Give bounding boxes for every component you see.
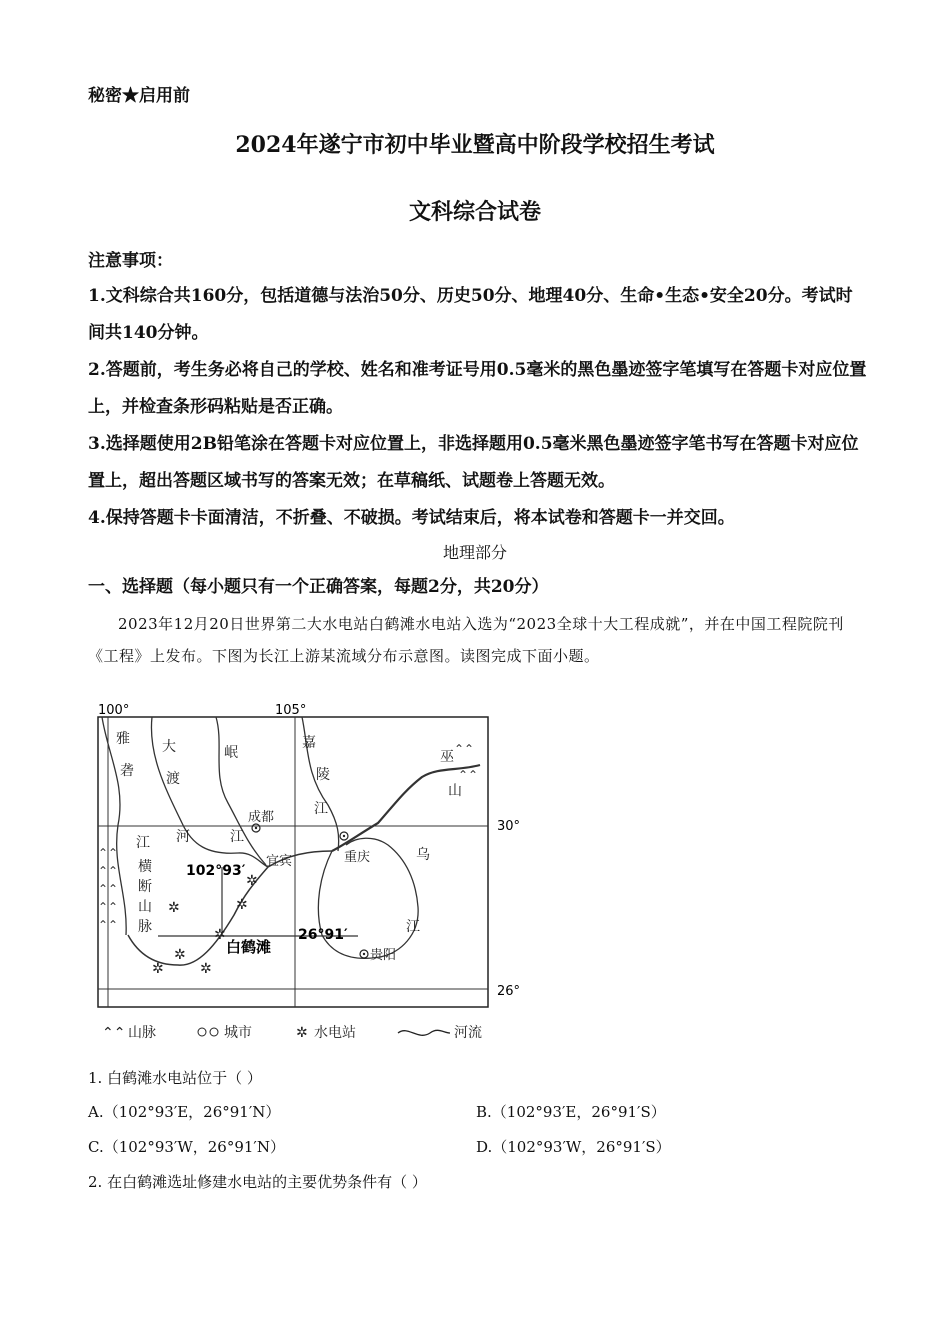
river-label: 嘉 [302, 735, 316, 751]
question-1-option-b: B.（102°93′E，26°91′S） [476, 1103, 666, 1121]
legend-label: 河流 [454, 1025, 482, 1041]
city-legend-icon [198, 1028, 206, 1036]
mountain-label: 山 [448, 783, 462, 799]
city-icon-dot [343, 835, 345, 837]
city-icon-dot [363, 953, 365, 955]
mountain-icon: ⌃⌃ [454, 742, 475, 756]
notes-heading: 注意事项： [88, 251, 173, 271]
lat-label-26: 26° [497, 984, 521, 999]
station-label: 白鹤滩 [226, 938, 272, 956]
mountain-symbols [98, 742, 478, 932]
question-1-option-a: A.（102°93′E，26°91′N） [88, 1103, 281, 1121]
river-label: 砻 [120, 763, 134, 779]
river-label: 江 [314, 801, 328, 817]
lon-coord-label: 102°93′ [186, 863, 246, 879]
hydro-station-icon: ✲ [246, 873, 258, 889]
city-label: 成都 [248, 810, 275, 825]
river-label: 大 [162, 739, 176, 755]
hydro-station-icon: ✲ [152, 961, 164, 977]
river-label: 岷 [224, 745, 238, 761]
lat-label-30: 30° [497, 819, 521, 834]
mountain-label: 山 [138, 899, 152, 915]
river-label: 江 [136, 835, 150, 851]
hydro-station-icon: ✲ [174, 947, 186, 963]
river-label: 乌 [416, 847, 430, 863]
lat-coord-label: 26°91′ [298, 927, 348, 943]
river-label: 江 [230, 829, 244, 845]
confidential-mark: 秘密★启用前 [88, 86, 190, 106]
part-title: 地理部分 [442, 543, 507, 562]
hydro-station-icon: ✲ [200, 961, 212, 977]
city-icon-dot [255, 827, 257, 829]
legend-label: 水电站 [314, 1025, 356, 1041]
mountain-legend-icon: ⌃⌃ [102, 1025, 126, 1041]
mountain-icon: ⌃⌃ [98, 882, 119, 896]
mountain-icon: ⌃⌃ [98, 846, 119, 860]
map-legend [102, 1024, 482, 1041]
legend-label: 山脉 [128, 1025, 156, 1041]
city-label: 重庆 [344, 850, 371, 865]
river-label: 渡 [166, 771, 180, 787]
mountain-label: 脉 [138, 919, 152, 935]
mountain-icon: ⌃⌃ [98, 918, 119, 932]
exam-title: 2024年遂宁市初中毕业暨高中阶段学校招生考试 [235, 132, 715, 158]
hydro-station-icon: ✲ [168, 900, 180, 916]
legend-label: 城市 [224, 1025, 252, 1041]
note-item: 1.文科综合共160分，包括道德与法治50分、历史50分、地理40分、生命•生态•安全20分。考试时间共140分钟。 [88, 286, 853, 343]
river-label: 河 [176, 829, 190, 845]
hydro-legend-icon: ✲ [296, 1025, 308, 1041]
question-intro: 2023年12月20日世界第二大水电站白鹤滩水电站入选为“2023全球十大工程成就”，并在中国工程院院刊《工程》上发布。下图为长江上游某流域分布示意图。读图完成下面小题。 [88, 615, 844, 665]
hydro-stations [152, 873, 258, 977]
river-label: 雅 [116, 731, 130, 747]
city-label: 贵阳 [370, 948, 397, 963]
mountain-icon: ⌃⌃ [98, 900, 119, 914]
question-1-stem: 1. 白鹤滩水电站位于（ ） [88, 1069, 262, 1087]
question-1-option-d: D.（102°93′W，26°91′S） [476, 1138, 671, 1156]
notes-list [88, 278, 868, 537]
mountain-label: 断 [138, 879, 152, 895]
mountain-icon: ⌃⌃ [98, 864, 119, 878]
city-legend-icon [210, 1028, 218, 1036]
mountain-label: 横 [138, 859, 152, 875]
mountain-icon: ⌃⌃ [458, 768, 479, 782]
river-basin-map [88, 695, 528, 1055]
note-item: 3.选择题使用2B铅笔涂在答题卡对应位置上，非选择题用0.5毫米黑色墨迹签字笔书写在答题卡对应位置上，超出答题区域书写的答案无效；在草稿纸、试题卷上答题无效。 [88, 434, 859, 491]
note-item: 4.保持答题卡卡面清洁，不折叠、不破损。考试结束后，将本试卷和答题卡一并交回。 [88, 508, 735, 528]
hydro-station-icon: ✲ [214, 927, 226, 943]
question-1-option-c: C.（102°93′W，26°91′N） [88, 1138, 285, 1156]
mountain-label: 巫 [440, 749, 454, 765]
river-legend-icon [398, 1030, 450, 1035]
river-label: 江 [406, 919, 420, 935]
hydro-station-icon: ✲ [236, 897, 248, 913]
section-title: 一、选择题（每小题只有一个正确答案，每题2分，共20分） [88, 577, 549, 597]
exam-subtitle: 文科综合试卷 [408, 199, 541, 225]
lon-label-100: 100° [98, 703, 130, 718]
question-2-stem: 2. 在白鹤滩选址修建水电站的主要优势条件有（ ） [88, 1173, 427, 1191]
note-item: 2.答题前，考生务必将自己的学校、姓名和准考证号用0.5毫米的黑色墨迹签字笔填写在答题卡对应位置上，并检查条形码粘贴是否正确。 [88, 360, 867, 417]
river-label: 陵 [316, 767, 330, 783]
lon-label-105: 105° [275, 703, 307, 718]
city-label: 宜宾 [266, 854, 293, 869]
